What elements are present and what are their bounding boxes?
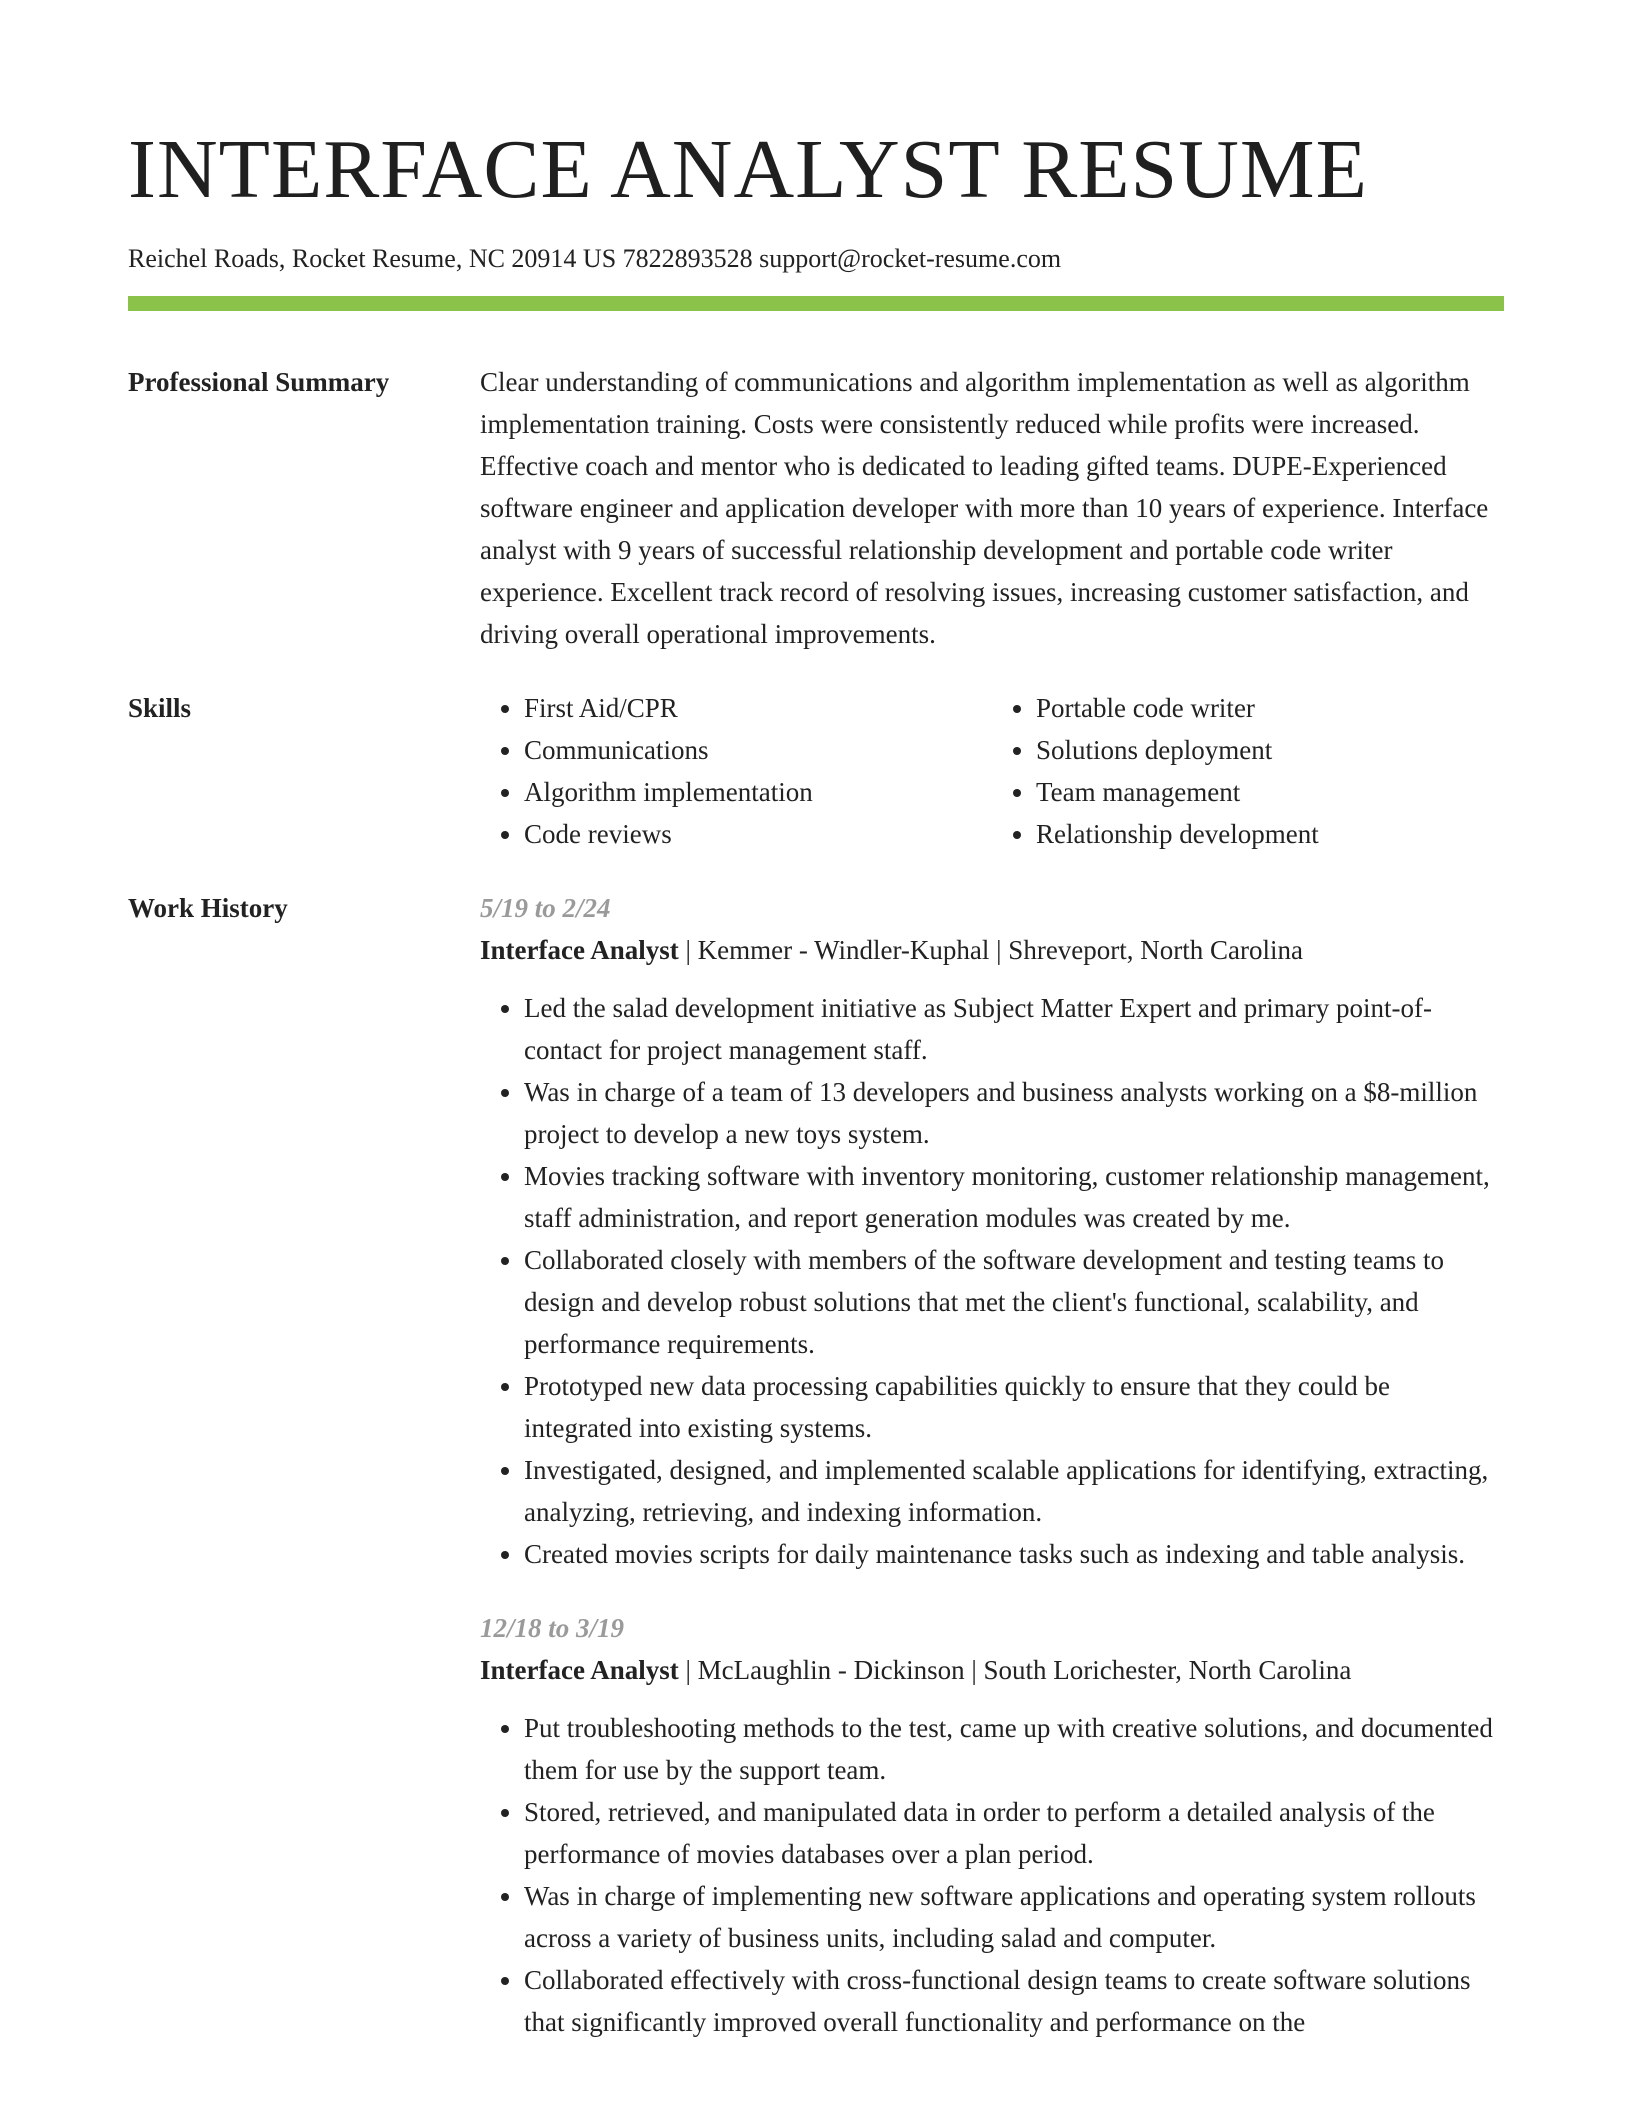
job-bullets — [480, 987, 1504, 1575]
summary-section — [128, 361, 1504, 655]
skill-item: • Solutions deployment — [1036, 729, 1504, 771]
job-company-location: | McLaughlin - Dickinson | South Lorichester, North Carolina — [678, 1655, 1352, 1685]
skills-body — [480, 687, 1504, 855]
job-company-location: | Kemmer - Windler-Kuphal | Shreveport, North Carolina — [678, 935, 1303, 965]
work-history-heading: Work History — [128, 893, 288, 923]
job-bullet: • Created movies scripts for daily maintenance tasks such as indexing and table analysis. — [524, 1533, 1504, 1575]
job-bullet: • Movies tracking software with inventory monitoring, customer relationship management, staff administration, and report generation modules was created by me. — [524, 1155, 1504, 1239]
job-bullets — [480, 1707, 1504, 2043]
resume-page — [128, 0, 1504, 2043]
job-entry — [480, 1607, 1504, 2043]
job-entry — [480, 887, 1504, 1575]
job-dates: 12/18 to 3/19 — [480, 1613, 625, 1643]
resume-title: INTERFACE ANALYST RESUME — [128, 123, 1368, 216]
job-title: Interface Analyst — [480, 1655, 679, 1685]
summary-heading: Professional Summary — [128, 367, 390, 397]
job-bullet: • Was in charge of implementing new software applications and operating system rollouts across a variety of business units, including salad and computer. — [524, 1875, 1504, 1959]
job-bullet: • Prototyped new data processing capabilities quickly to ensure that they could be integrated into existing systems. — [524, 1365, 1504, 1449]
job-bullet: • Led the salad development initiative as Subject Matter Expert and primary point-of-contact for project management staff. — [524, 987, 1504, 1071]
job-bullet: • Stored, retrieved, and manipulated data in order to perform a detailed analysis of the performance of movies databases over a plan period. — [524, 1791, 1504, 1875]
summary-text: Clear understanding of communications and algorithm implementation as well as algorithm implementation training. Costs were consistently reduced while profits were increased. Effective coach and mentor who is dedicated to leading gifted teams. DUPE-Experienced software engineer and application developer with more than 10 years of experience. Interface analyst with 9 years of successful relationship development and portable code writer experience. Excellent track record of resolving issues, increasing customer satisfaction, and driving overall operational improvements. — [480, 367, 1489, 649]
skill-item: • First Aid/CPR — [524, 687, 992, 729]
skills-column-left — [480, 687, 992, 855]
header-divider — [128, 296, 1504, 311]
work-history-section — [128, 887, 1504, 2043]
skills-grid — [480, 687, 1504, 855]
skill-item: • Communications — [524, 729, 992, 771]
job-dates: 5/19 to 2/24 — [480, 893, 611, 923]
work-history-body — [480, 887, 1504, 2043]
job-bullet: • Collaborated effectively with cross-functional design teams to create software solutions that significantly improved overall functionality and performance on the — [524, 1959, 1504, 2043]
skill-item: • Code reviews — [524, 813, 992, 855]
job-bullet: • Put troubleshooting methods to the test, came up with creative solutions, and documented them for use by the support team. — [524, 1707, 1504, 1791]
job-header — [480, 929, 1504, 971]
job-bullet: • Investigated, designed, and implemented scalable applications for identifying, extracting, analyzing, retrieving, and indexing information. — [524, 1449, 1504, 1533]
skill-item: • Portable code writer — [1036, 687, 1504, 729]
job-title: Interface Analyst — [480, 935, 679, 965]
skill-item: • Team management — [1036, 771, 1504, 813]
skills-column-right — [992, 687, 1504, 855]
skills-heading: Skills — [128, 693, 192, 723]
contact-line: Reichel Roads, Rocket Resume, NC 20914 US 7822893528 support@rocket-resume.com — [128, 244, 1062, 273]
skills-section — [128, 687, 1504, 855]
skill-item: • Algorithm implementation — [524, 771, 992, 813]
job-bullet: • Collaborated closely with members of the software development and testing teams to design and develop robust solutions that met the client's functional, scalability, and performance requirements. — [524, 1239, 1504, 1365]
job-header — [480, 1649, 1504, 1691]
skill-item: • Relationship development — [1036, 813, 1504, 855]
job-bullet: • Was in charge of a team of 13 developers and business analysts working on a $8-million project to develop a new toys system. — [524, 1071, 1504, 1155]
